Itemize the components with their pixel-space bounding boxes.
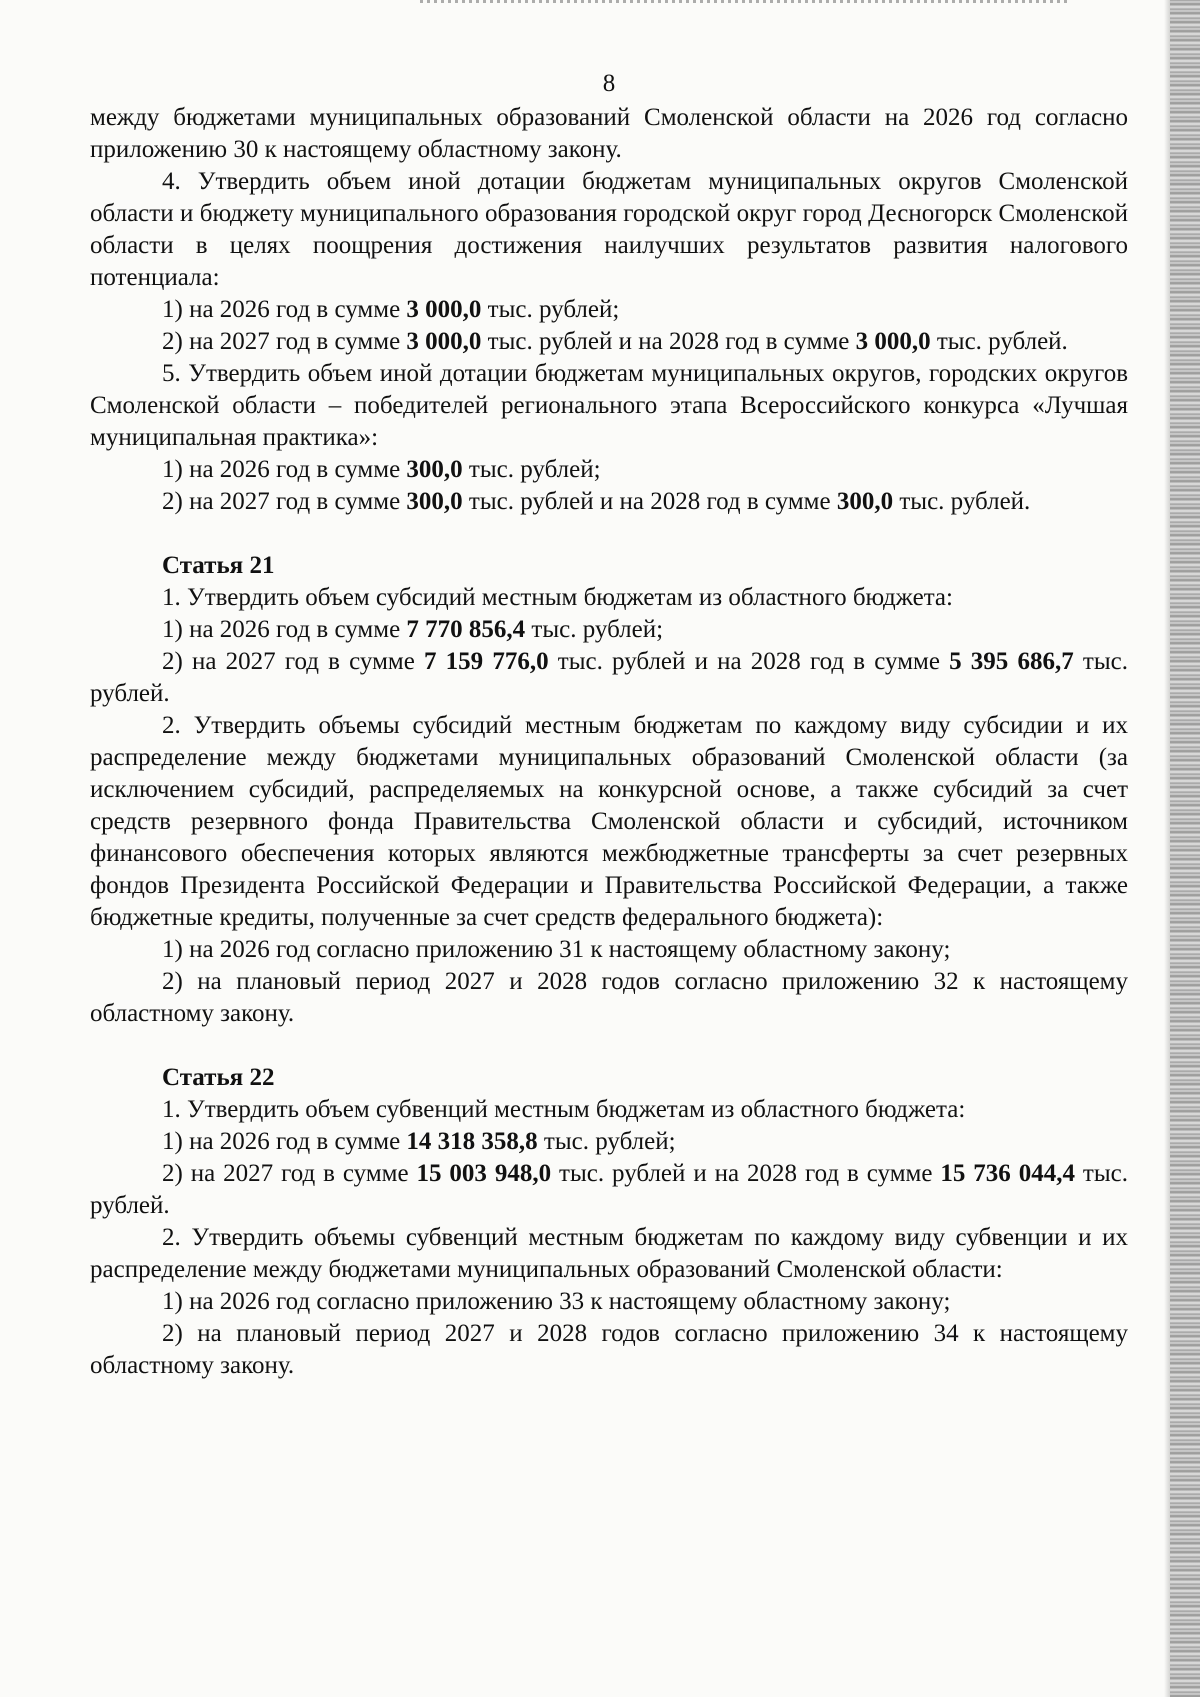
amount: 300,0 (406, 488, 463, 515)
article-heading: Статья 22 (162, 1064, 275, 1091)
scan-artifact-top (420, 0, 1070, 3)
paragraph: 1) на 2026 год в сумме 3 000,0 тыс. рублей; (162, 296, 620, 323)
amount: 3 000,0 (406, 328, 482, 355)
scan-edge (1170, 0, 1200, 1697)
paragraph: 1) на 2026 год в сумме 300,0 тыс. рублей; (162, 456, 601, 483)
paragraph: 2. Утвердить объемы субвенций местным бюджетам по каждому виду субвенции и их распределение между бюджетами муниципальных образований Смоленской области: (90, 1224, 1128, 1283)
amount: 5 395 686,7 (949, 648, 1074, 675)
page-number: 8 (602, 70, 616, 97)
amount: 15 736 044,4 (940, 1160, 1075, 1187)
paragraph: 2) на 2027 год в сумме 7 159 776,0 тыс. рублей и на 2028 год в сумме 5 395 686,7 тыс. рублей. (90, 648, 1128, 707)
amount: 3 000,0 (855, 328, 931, 355)
paragraph: 1) на 2026 год в сумме 14 318 358,8 тыс. рублей; (162, 1128, 676, 1155)
paragraph: между бюджетами муниципальных образований Смоленской области на 2026 год согласно приложению 30 к настоящему областному закону. (90, 104, 1128, 163)
amount: 3 000,0 (406, 296, 482, 323)
amount: 7 770 856,4 (406, 616, 526, 643)
paragraph: 2) на 2027 год в сумме 300,0 тыс. рублей и на 2028 год в сумме 300,0 тыс. рублей. (162, 488, 1031, 515)
paragraph: 1) на 2026 год согласно приложению 33 к настоящему областному закону; (162, 1288, 951, 1315)
paragraph: 4. Утвердить объем иной дотации бюджетам муниципальных округов Смоленской области и бюджету муниципального образования городской округ город Десногорск Смоленской области в целях поощрения достижения наилучших результатов развития налогового потенциала: (90, 168, 1128, 291)
paragraph: 5. Утвердить объем иной дотации бюджетам муниципальных округов, городских округов Смоленской области – победителей регионального этапа Всероссийского конкурса «Лучшая муниципальная практика»: (90, 360, 1128, 451)
paragraph: 2) на 2027 год в сумме 15 003 948,0 тыс. рублей и на 2028 год в сумме 15 736 044,4 тыс. рублей. (90, 1160, 1128, 1219)
paragraph: 2) на плановый период 2027 и 2028 годов согласно приложению 32 к настоящему областному закону. (90, 968, 1128, 1027)
amount: 15 003 948,0 (416, 1160, 552, 1187)
amount: 7 159 776,0 (423, 648, 549, 675)
article-heading: Статья 21 (162, 552, 275, 579)
amount: 300,0 (836, 488, 894, 515)
paragraph: 1. Утвердить объем субсидий местным бюджетам из областного бюджета: (162, 584, 953, 611)
document-page (90, 68, 1128, 1382)
paragraph: 2. Утвердить объемы субсидий местным бюджетам по каждому виду субсидии и их распределение между бюджетами муниципальных образований Смоленской области (за исключением субсидий, распределяемых на конкурсной основе, а также субсидий за счет средств резервного фонда Правительства Смоленской области и субсидий, источником финансового обеспечения которых являются межбюджетные трансферты за счет резервных фондов Президента Российской Федерации и Правительства Российской Федерации, а также бюджетные кредиты, полученные за счет средств федерального бюджета): (90, 712, 1128, 931)
amount: 300,0 (406, 456, 463, 483)
paragraph: 2) на 2027 год в сумме 3 000,0 тыс. рублей и на 2028 год в сумме 3 000,0 тыс. рублей. (162, 328, 1068, 355)
paragraph: 1) на 2026 год в сумме 7 770 856,4 тыс. рублей; (162, 616, 664, 643)
paragraph: 1) на 2026 год согласно приложению 31 к настоящему областному закону; (162, 936, 951, 963)
amount: 14 318 358,8 (406, 1128, 538, 1155)
paragraph: 2) на плановый период 2027 и 2028 годов согласно приложению 34 к настоящему областному закону. (90, 1320, 1128, 1379)
paragraph: 1. Утвердить объем субвенций местным бюджетам из областного бюджета: (162, 1096, 966, 1123)
